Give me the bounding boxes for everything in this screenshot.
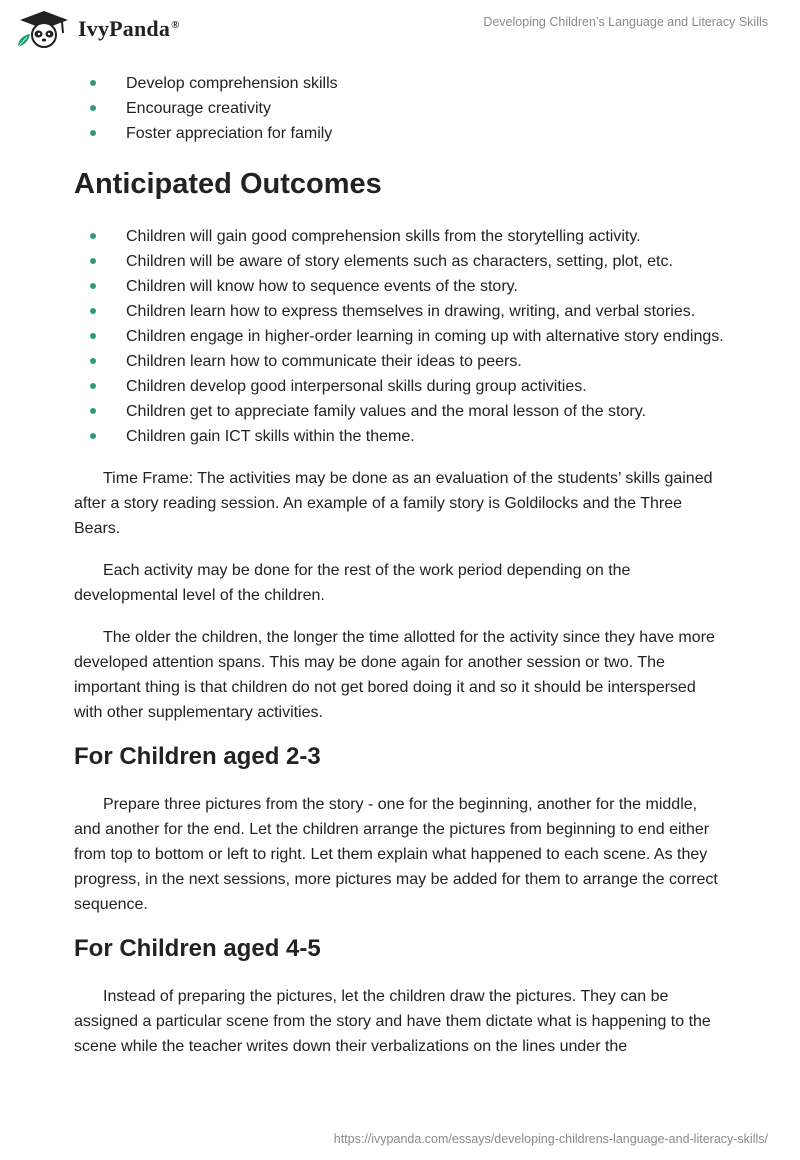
objectives-list [74,71,724,146]
list-item: Foster appreciation for family [74,121,724,146]
ages-4-5-paragraph: Instead of preparing the pictures, let the children draw the pictures. They can be assigned a particular scene from the story and have them dictate what is happening to the scene while the teacher writes down their verbalizations on the lines under the [74,988,711,1055]
ages-2-3-heading: For Children aged 2-3 [74,743,321,770]
list-item: Children learn how to communicate their ideas to peers. [74,349,724,374]
list-item: Children will know how to sequence events of the story. [74,274,724,299]
attention-span-paragraph: The older the children, the longer the time allotted for the activity since they have more developed attention spans. This may be done again for another session or two. The important thing is that children do not get bored doing it and so it should be interspersed with other supplementary activities. [74,629,715,721]
list-item: Develop comprehension skills [74,71,724,96]
list-item: Children engage in higher-order learning in coming up with alternative story endings. [74,324,724,349]
panda-logo-icon [14,9,74,49]
source-url-link[interactable]: https://ivypanda.com/essays/developing-childrens-language-and-literacy-skills/ [333,1132,768,1146]
ages-4-5-heading: For Children aged 4-5 [74,935,321,962]
outcomes-list [74,224,724,449]
list-item: Children will gain good comprehension skills from the storytelling activity. [74,224,724,249]
list-item: Children will be aware of story elements such as characters, setting, plot, etc. [74,249,724,274]
ivypanda-logo[interactable] [14,9,180,49]
list-item: Encourage creativity [74,96,724,121]
document-title: Developing Children’s Language and Literacy Skills [483,15,768,29]
work-period-paragraph: Each activity may be done for the rest of the work period depending on the developmental level of the children. [74,562,631,604]
list-item: Children develop good interpersonal skills during group activities. [74,374,724,399]
list-item: Children get to appreciate family values and the moral lesson of the story. [74,399,724,424]
time-frame-paragraph: Time Frame: The activities may be done as an evaluation of the students’ skills gained after a story reading session. An example of a family story is Goldilocks and the Three Bears. [74,470,713,537]
anticipated-outcomes-heading: Anticipated Outcomes [74,168,382,200]
list-item: Children gain ICT skills within the theme. [74,424,724,449]
page-header [0,0,800,60]
brand-name: IvyPanda® [78,16,180,41]
list-item: Children learn how to express themselves in drawing, writing, and verbal stories. [74,299,724,324]
essay-content [74,71,724,1076]
ages-2-3-paragraph: Prepare three pictures from the story - one for the beginning, another for the middle, and another for the end. Let the children arrange the pictures from beginning to end either from top to bottom or left to right. Let them explain what happened to each scene. As they progress, in the next sessions, more pictures may be added for them to arrange the correct sequence. [74,796,718,913]
